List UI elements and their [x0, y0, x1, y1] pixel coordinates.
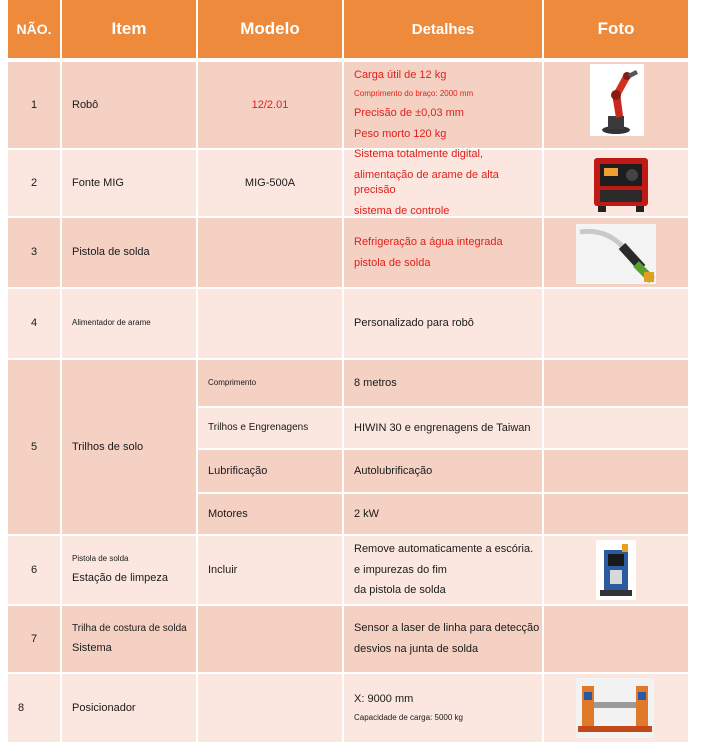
row2-details	[344, 150, 542, 216]
row7-details	[344, 606, 542, 672]
torch-cleaning-station-photo	[596, 540, 636, 600]
row7-item-line1: Trilha de costura de solda	[72, 622, 187, 634]
welding-power-source-photo	[590, 152, 652, 214]
row5-sub2-photo	[544, 408, 688, 448]
robot-arm-photo	[590, 64, 644, 136]
row6-item-line2: Estação de limpeza	[72, 571, 168, 584]
row7-model	[198, 606, 342, 672]
row3-model	[198, 218, 342, 287]
row1-detail-3: Precisão de ±0,03 mm	[354, 106, 464, 119]
row7-no: 7	[8, 606, 60, 672]
row5-sub4-model: Motores	[198, 494, 342, 534]
row5-sub1-detail: 8 metros	[344, 360, 542, 406]
row1-detail-1: Carga útil de 12 kg	[354, 69, 447, 82]
row2-model: MIG-500A	[198, 150, 342, 216]
row4-item: Alimentador de arame	[62, 289, 196, 358]
row6-details	[344, 536, 542, 604]
row3-detail-2: pistola de solda	[354, 256, 431, 269]
row1-item: Robô	[62, 62, 196, 148]
row6-item	[62, 536, 196, 604]
row6-detail-1: Remove automaticamente a escória.	[354, 542, 534, 555]
row5-sub3-model: Lubrificação	[198, 450, 342, 492]
row5-sub4-detail: 2 kW	[344, 494, 542, 534]
row8-details	[344, 674, 542, 742]
header-photo: Foto	[544, 0, 688, 58]
row1-model: 12/2.01	[198, 62, 342, 148]
welding-torch-photo	[576, 224, 656, 284]
row5-sub3-photo	[544, 450, 688, 492]
row6-model: Incluir	[198, 536, 342, 604]
row6-detail-2: e impurezas do fim	[354, 563, 447, 576]
row7-item	[62, 606, 196, 672]
header-model: Modelo	[198, 0, 342, 58]
row5-sub4-photo	[544, 494, 688, 534]
header-no: NÃO.	[8, 0, 60, 58]
row5-sub2-model: Trilhos e Engrenagens	[198, 408, 342, 448]
row5-no: 5	[8, 360, 60, 534]
row5-item: Trilhos de solo	[62, 360, 196, 534]
row4-details: Personalizado para robô	[344, 289, 542, 358]
header-details: Detalhes	[344, 0, 542, 58]
row2-detail-3: sistema de controle	[354, 204, 450, 217]
row7-detail-2: desvios na junta de solda	[354, 643, 479, 655]
row7-detail-1: Sensor a laser de linha para detecção	[354, 622, 540, 635]
row6-item-line1: Pistola de solda	[72, 554, 129, 564]
row2-item: Fonte MIG	[62, 150, 196, 216]
row5-sub1-model: Comprimento	[198, 360, 342, 406]
row2-detail-2: alimentação de arame de alta precisão	[354, 169, 499, 196]
row7-item-line2: Sistema	[72, 642, 112, 655]
row2-detail-1: Sistema totalmente digital,	[354, 148, 484, 161]
row8-model	[198, 674, 342, 742]
row2-no: 2	[8, 150, 60, 216]
row6-no: 6	[8, 536, 60, 604]
row5-sub2-detail: HIWIN 30 e engrenagens de Taiwan	[344, 408, 542, 448]
row7-photo-cell	[544, 606, 688, 672]
row3-item: Pistola de solda	[62, 218, 196, 287]
row8-detail-2: Capacidade de carga: 5000 kg	[354, 713, 463, 723]
row4-model	[198, 289, 342, 358]
row1-detail-4: Peso morto 120 kg	[354, 127, 447, 140]
row4-no: 4	[8, 289, 60, 358]
row4-photo-cell	[544, 289, 688, 358]
row1-detail-2: Comprimento do braço: 2000 mm	[354, 89, 474, 99]
row3-no: 3	[8, 218, 60, 287]
row8-no: 8	[8, 674, 60, 742]
row5-sub1-photo	[544, 360, 688, 406]
row1-no: 1	[8, 62, 60, 148]
row1-details	[344, 62, 542, 148]
row8-item: Posicionador	[62, 674, 196, 742]
row3-detail-1: Refrigeração a água integrada	[354, 235, 503, 248]
row5-sub3-detail: Autolubrificação	[344, 450, 542, 492]
positioner-photo	[576, 678, 654, 738]
row6-detail-3: da pistola de solda	[354, 584, 446, 597]
header-item: Item	[62, 0, 196, 58]
row8-detail-1: X: 9000 mm	[354, 693, 414, 706]
row3-details	[344, 218, 542, 287]
